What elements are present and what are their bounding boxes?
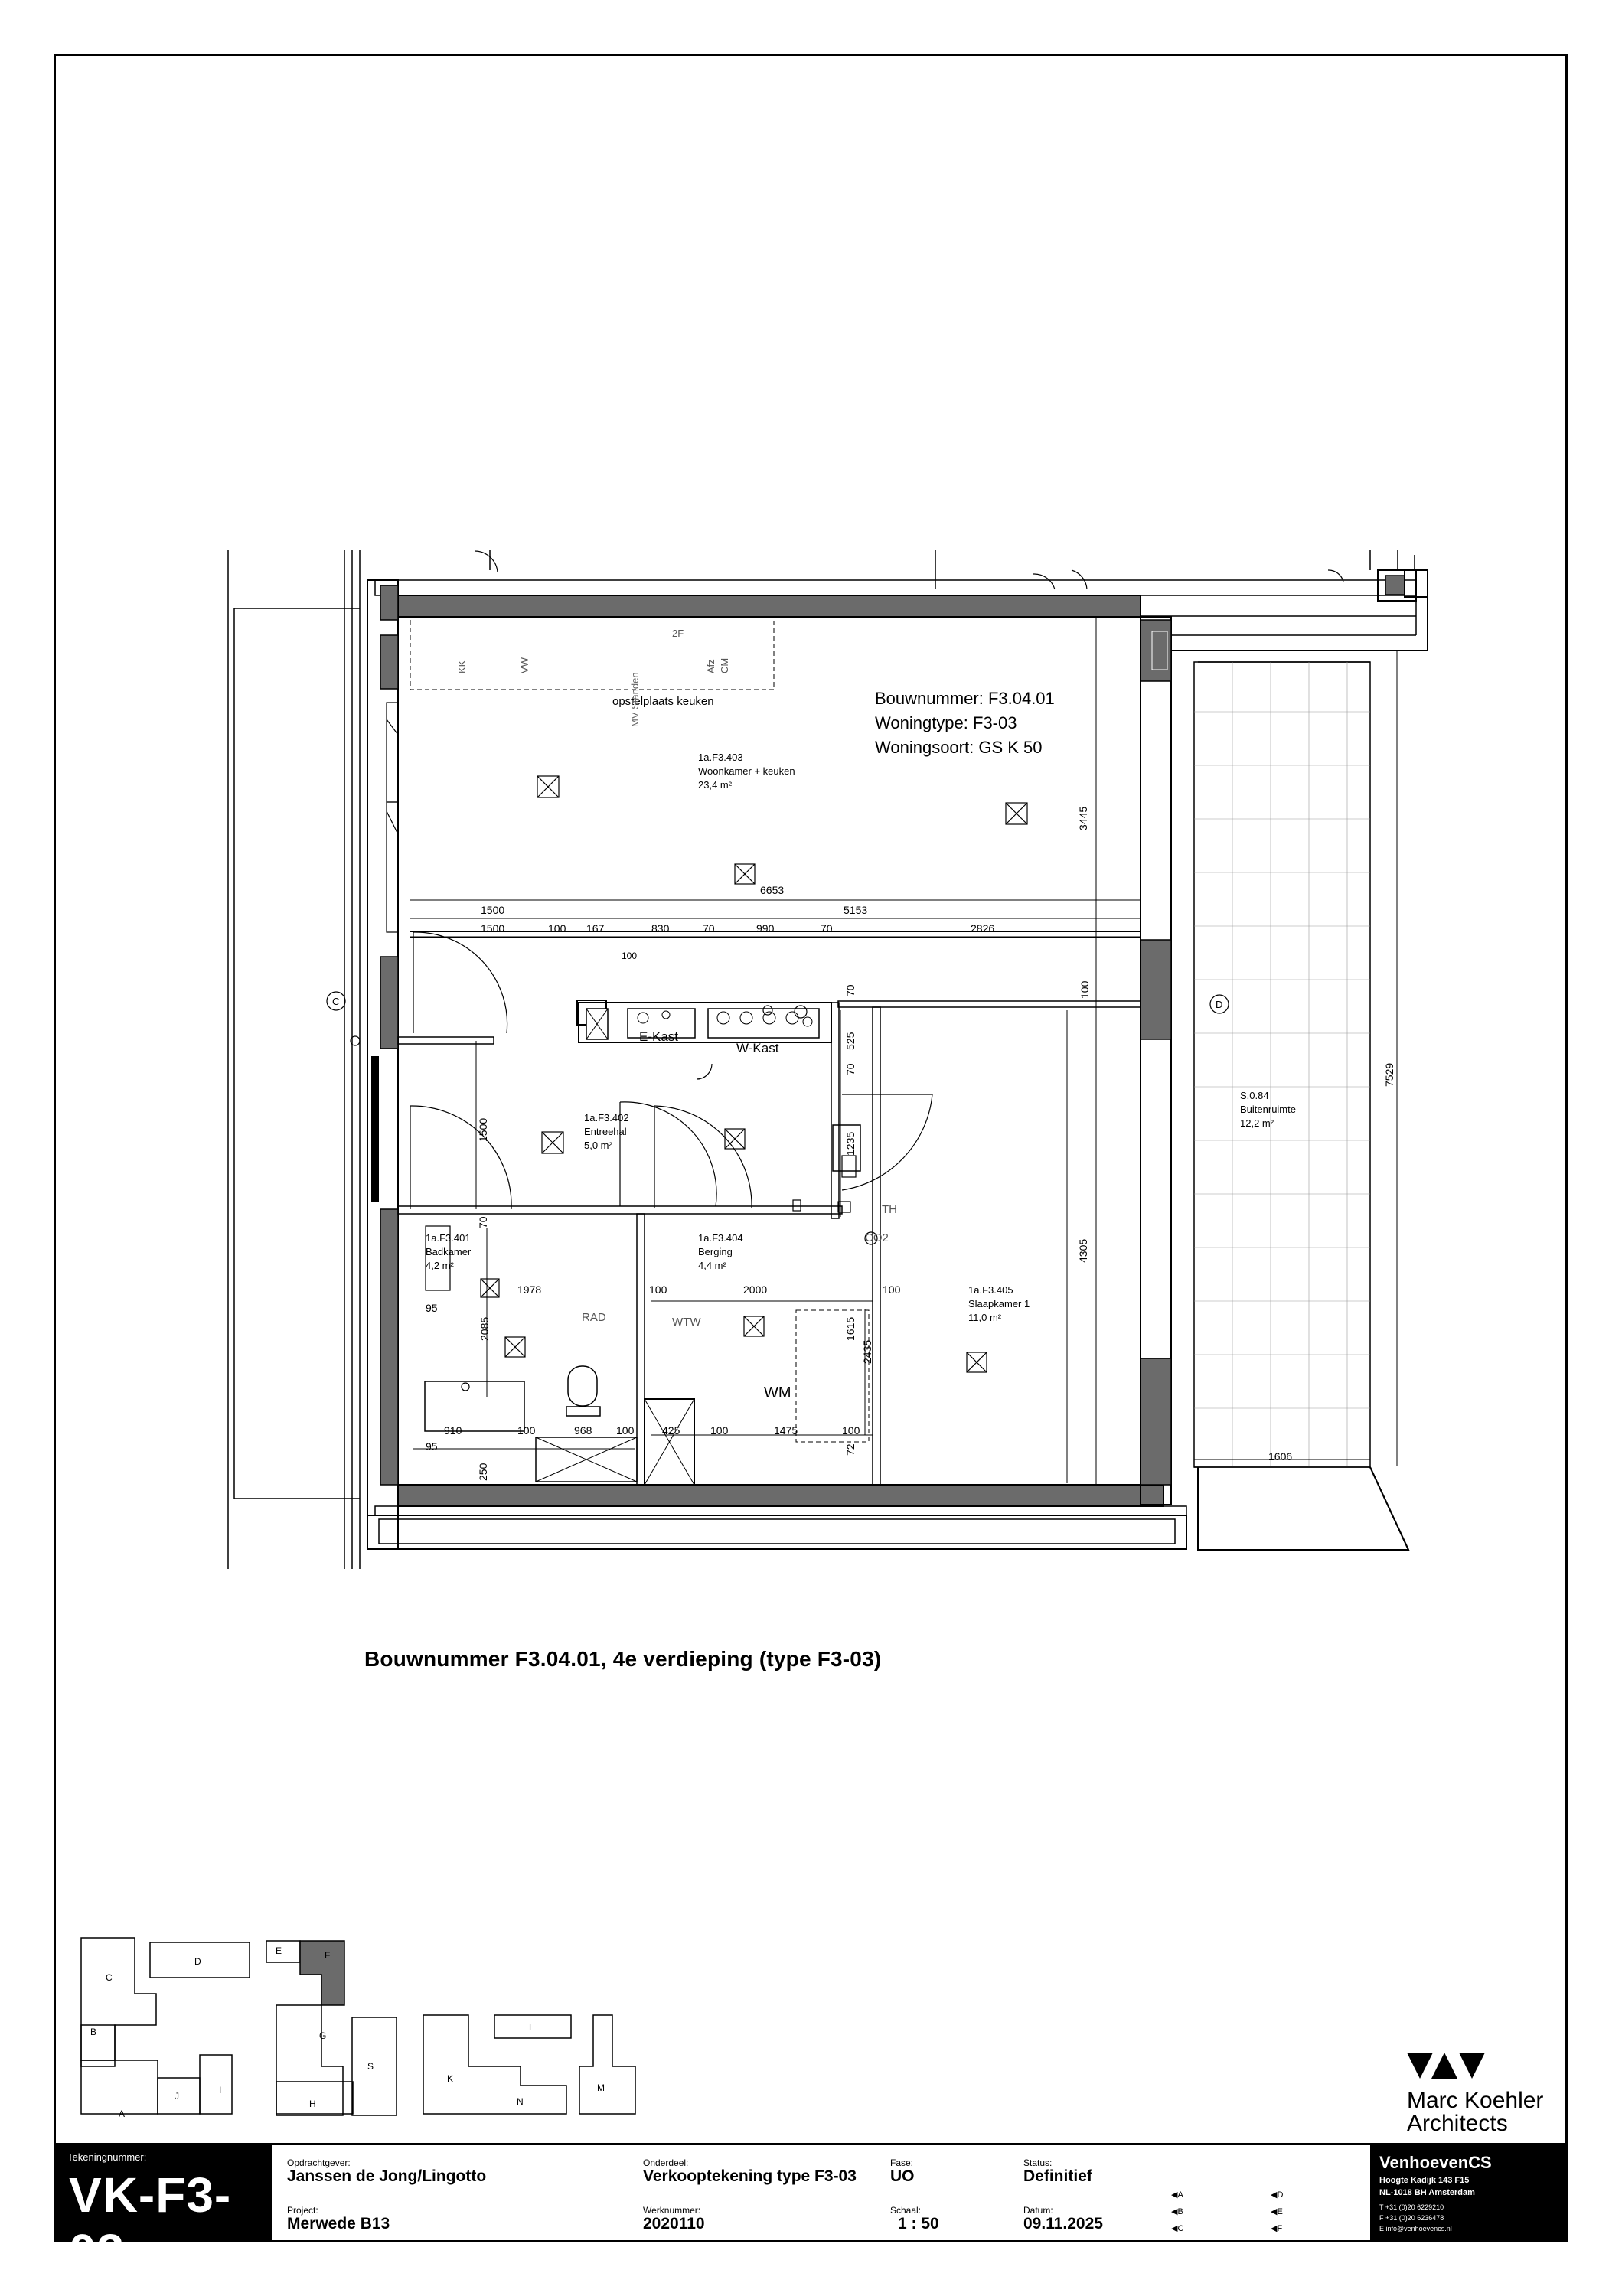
balcony: [1194, 662, 1408, 1550]
dim-1235: 1235: [844, 1131, 857, 1156]
dim-100-f: 100: [842, 1424, 860, 1437]
keyplan-label-a: A: [119, 2108, 126, 2119]
dim-100-g: 100: [649, 1283, 667, 1296]
job-number-value: 2020110: [643, 2215, 705, 2232]
drawing-caption: Bouwnummer F3.04.01, 4e verdieping (type F3-03): [364, 1647, 882, 1671]
status-field: [1023, 2157, 1092, 2185]
dim-3445: 3445: [1077, 806, 1089, 830]
project-field: [287, 2205, 390, 2232]
revision-a: ◀A: [1171, 2190, 1183, 2200]
drawing-number: VK-F3-03: [69, 2167, 232, 2279]
dim-70-a: 70: [703, 922, 715, 934]
room-id-badkamer: 1a.F3.401: [426, 1232, 471, 1244]
cm-label: CM: [719, 657, 730, 673]
room-area-slaapkamer: 11,0 m²: [968, 1312, 1002, 1323]
woningsoort-text: Woningsoort: GS K 50: [875, 738, 1043, 757]
dim-1606: 1606: [1268, 1450, 1293, 1463]
kitchen-zone: [410, 617, 774, 690]
room-name-woonkamer: Woonkamer + keuken: [698, 765, 795, 777]
keyplan-label-e: E: [276, 1945, 282, 1956]
room-area-woonkamer: 23,4 m²: [698, 779, 733, 791]
grid-d-label: D: [1216, 999, 1223, 1010]
revision-b: ◀B: [1171, 2207, 1183, 2216]
room-id-woonkamer: 1a.F3.403: [698, 752, 743, 763]
project-label: Project:: [287, 2205, 318, 2216]
dim-2826: 2826: [971, 922, 995, 934]
dim-910: 910: [444, 1424, 462, 1437]
vw-label: VW: [519, 657, 530, 673]
ekast-label: E-Kast: [639, 1029, 679, 1044]
keyplan-label-c: C: [106, 1972, 113, 1983]
keyplan-label-i: I: [219, 2085, 222, 2095]
dim-425: 425: [662, 1424, 680, 1437]
dim-2085: 2085: [478, 1316, 491, 1341]
dim-1500-top: 1500: [481, 904, 505, 916]
revision-f: ◀F: [1271, 2224, 1283, 2233]
scale-value: 1 : 50: [898, 2215, 939, 2232]
dim-1500: 1500: [481, 922, 505, 934]
dim-525: 525: [844, 1032, 857, 1050]
kk-label: KK: [456, 660, 468, 673]
opstelplaats-label: opstelplaats keuken: [612, 695, 714, 708]
keyplan-label-l: L: [529, 2022, 534, 2033]
phase-label: Fase:: [890, 2157, 914, 2168]
dim-1615: 1615: [844, 1316, 857, 1341]
keyplan-label-s: S: [367, 2061, 374, 2072]
mv-standen-label: MV Standen: [629, 672, 641, 727]
drawing-number-label: Tekeningnummer:: [67, 2151, 147, 2163]
firm-email: E info@venhoevencs.nl: [1379, 2225, 1452, 2232]
drawing-number-block: [54, 2145, 272, 2279]
room-id-buitenruimte: S.0.84: [1240, 1090, 1269, 1101]
key-plan: [81, 1938, 635, 2115]
room-id-slaapkamer: 1a.F3.405: [968, 1284, 1013, 1296]
co2-label: CO2: [865, 1231, 889, 1244]
keyplan-label-f: F: [325, 1950, 331, 1961]
firm-block: [1370, 2145, 1565, 2242]
keyplan-label-h: H: [309, 2099, 316, 2109]
keyplan-label-d: D: [194, 1956, 201, 1967]
misc-labels: [332, 628, 1222, 1401]
dim-72: 72: [844, 1443, 857, 1456]
architect-logo-mark: [1407, 2053, 1485, 2079]
revision-e: ◀E: [1271, 2207, 1283, 2216]
wtw-label: WTW: [672, 1316, 701, 1329]
dim-6653: 6653: [760, 884, 785, 896]
dim-100-h: 100: [883, 1283, 901, 1296]
grid-c-label: C: [332, 996, 340, 1007]
firm-fax: F +31 (0)20 6236478: [1379, 2214, 1444, 2222]
keyplan-label-b: B: [90, 2027, 97, 2037]
room-name-slaapkamer: Slaapkamer 1: [968, 1298, 1030, 1309]
architect-logo-text: [1407, 2089, 1543, 2135]
dim-250: 250: [477, 1463, 489, 1481]
room-id-entreehal: 1a.F3.402: [584, 1112, 629, 1124]
firm-phone: T +31 (0)20 6229210: [1379, 2203, 1444, 2211]
dim-95-a: 95: [426, 1302, 438, 1314]
project-value: Merwede B13: [287, 2215, 390, 2232]
dim-100-e: 100: [710, 1424, 729, 1437]
room-id-berging: 1a.F3.404: [698, 1232, 743, 1244]
dim-2435: 2435: [861, 1339, 873, 1364]
room-name-berging: Berging: [698, 1246, 733, 1257]
date-label: Datum:: [1023, 2205, 1053, 2216]
dim-167: 167: [586, 922, 605, 934]
client-value: Janssen de Jong/Lingotto: [287, 2167, 487, 2185]
title-block: [54, 2143, 1568, 2279]
afz-label: Afz: [705, 659, 716, 673]
rad-label: RAD: [582, 1311, 606, 1324]
dim-990: 990: [756, 922, 775, 934]
room-area-badkamer: 4,2 m²: [426, 1260, 454, 1271]
job-number-field: [643, 2205, 705, 2232]
dim-1978: 1978: [517, 1283, 542, 1296]
dim-830: 830: [651, 922, 670, 934]
logo-line-1: Marc Koehler: [1407, 2088, 1544, 2113]
job-number-label: Werknummer:: [643, 2205, 701, 2216]
revision-c: ◀C: [1171, 2224, 1184, 2233]
dim-70-e: 70: [477, 1216, 489, 1228]
keyplan-label-m: M: [597, 2082, 605, 2093]
firm-address-2: NL-1018 BH Amsterdam: [1379, 2188, 1475, 2197]
scale-label: Schaal:: [890, 2205, 922, 2216]
status-label: Status:: [1023, 2157, 1053, 2168]
room-area-buitenruimte: 12,2 m²: [1240, 1117, 1274, 1129]
phase-field: [890, 2157, 915, 2185]
twof-label: 2F: [672, 628, 684, 639]
dim-7529: 7529: [1383, 1062, 1395, 1087]
dim-1475: 1475: [774, 1424, 798, 1437]
dim-70-d: 70: [844, 984, 857, 996]
client-field: [287, 2157, 486, 2185]
firm-name: VenhoevenCS: [1379, 2153, 1492, 2172]
dim-1500-v: 1500: [477, 1117, 489, 1142]
dim-2000: 2000: [743, 1283, 768, 1296]
keyplan-label-n: N: [517, 2096, 524, 2107]
logo-line-2: Architects: [1407, 2111, 1508, 2136]
scale-field: [890, 2205, 939, 2232]
status-value: Definitief: [1023, 2167, 1092, 2185]
room-area-berging: 4,4 m²: [698, 1260, 726, 1271]
dim-100-a: 100: [548, 922, 566, 934]
key-plan-labels: [90, 1945, 605, 2119]
dim-70-b: 70: [821, 922, 833, 934]
client-label: Opdrachtgever:: [287, 2157, 351, 2168]
part-label: Onderdeel:: [643, 2157, 689, 2168]
revision-d: ◀D: [1271, 2190, 1284, 2200]
unit-info: [875, 689, 1055, 757]
room-name-buitenruimte: Buitenruimte: [1240, 1104, 1296, 1115]
dim-5153: 5153: [844, 904, 868, 916]
dim-100-i: 100: [1079, 980, 1091, 999]
wm-label: WM: [764, 1384, 791, 1401]
room-area-entreehal: 5,0 m²: [584, 1140, 612, 1151]
phase-value: UO: [890, 2167, 915, 2185]
firm-address-1: Hoogte Kadijk 143 F15: [1379, 2176, 1470, 2185]
th-label: TH: [882, 1203, 897, 1216]
dim-95-b: 95: [426, 1440, 438, 1453]
doors: [410, 551, 1343, 1209]
context-lines: [228, 550, 1415, 1569]
keyplan-label-j: J: [175, 2091, 179, 2102]
dim-4305: 4305: [1077, 1238, 1089, 1263]
date-value: 09.11.2025: [1023, 2215, 1103, 2232]
wkast-label: W-Kast: [736, 1041, 779, 1055]
room-name-badkamer: Badkamer: [426, 1246, 472, 1257]
dim-70-c: 70: [844, 1063, 857, 1075]
part-value: Verkooptekening type F3-03: [643, 2167, 857, 2185]
dim-100-b: 100: [622, 951, 638, 961]
dim-100-d: 100: [616, 1424, 635, 1437]
dim-968: 968: [574, 1424, 592, 1437]
date-field: [1023, 2205, 1103, 2232]
woningtype-text: Woningtype: F3-03: [875, 713, 1017, 732]
bouwnummer-text: Bouwnummer: F3.04.01: [875, 689, 1055, 708]
room-name-entreehal: Entreehal: [584, 1126, 627, 1137]
keyplan-label-g: G: [319, 2030, 327, 2041]
dim-100-c: 100: [517, 1424, 536, 1437]
dimension-texts: [426, 807, 1395, 1481]
part-field: [643, 2157, 857, 2185]
keyplan-label-k: K: [447, 2073, 454, 2084]
fixture-symbols: [327, 776, 1229, 1391]
